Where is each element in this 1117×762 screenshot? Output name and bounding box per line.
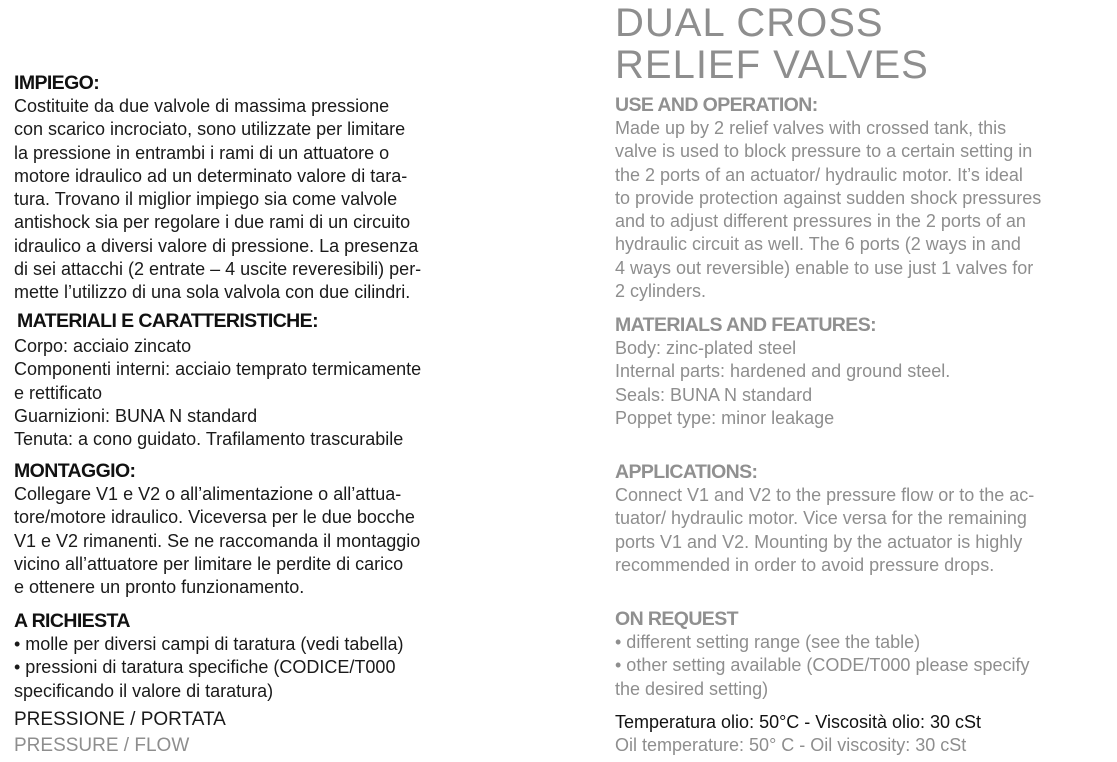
impiego-section bbox=[14, 72, 484, 305]
montaggio-line: vicino all’attuatore per limitare le perdite di carico bbox=[14, 553, 404, 574]
materials-section bbox=[615, 314, 1105, 430]
product-title bbox=[615, 2, 1105, 86]
impiego-heading: IMPIEGO: bbox=[14, 72, 100, 94]
materiali-line: Componenti interni: acciaio temprato termicamente bbox=[14, 359, 422, 380]
pressione-portata-label: PRESSIONE / PORTATA bbox=[14, 709, 226, 730]
use-line: Made up by 2 relief valves with crossed tank, this bbox=[615, 118, 1007, 138]
materiali-line: Tenuta: a cono guidato. Trafilamento trascurabile bbox=[14, 429, 404, 450]
materiali-line: Guarnizioni: BUNA N standard bbox=[14, 405, 258, 426]
materials-heading: MATERIALS AND FEATURES: bbox=[615, 314, 876, 336]
temperature-italian: Temperatura olio: 50°C - Viscosità olio: 30 cSt bbox=[615, 712, 982, 732]
title-line-2: RELIEF VALVES bbox=[615, 43, 929, 87]
impiego-line: la pressione in entrambi i rami di un attuatore o bbox=[14, 142, 390, 163]
montaggio-heading: MONTAGGIO: bbox=[14, 460, 136, 482]
use-heading: USE AND OPERATION: bbox=[615, 94, 818, 116]
materials-line: Poppet type: minor leakage bbox=[615, 407, 835, 428]
applications-line: recommended in order to avoid pressure drops. bbox=[615, 554, 995, 575]
use-line: to provide protection against sudden shock pressures bbox=[615, 187, 1042, 208]
use-line: the 2 ports of an actuator/ hydraulic motor. It’s ideal bbox=[615, 164, 1023, 185]
richiesta-section bbox=[14, 610, 484, 703]
impiego-line: di sei attacchi (2 entrate – 4 uscite reveresibili) per- bbox=[14, 259, 422, 280]
montaggio-line: Collegare V1 e V2 o all’alimentazione o all’attua- bbox=[14, 484, 402, 504]
on-request-line: the desired setting) bbox=[615, 678, 769, 699]
pressure-flow-label: PRESSURE / FLOW bbox=[14, 735, 190, 756]
impiego-line: tura. Trovano il miglior impiego sia come valvole bbox=[14, 189, 398, 210]
richiesta-line: specificando il valore di taratura) bbox=[14, 680, 274, 701]
montaggio-line: tore/motore idraulico. Viceversa per le due bocche bbox=[14, 507, 415, 528]
applications-section bbox=[615, 461, 1105, 577]
temperature-english: Oil temperature: 50° C - Oil viscosity: 30 cSt bbox=[615, 735, 967, 755]
title-line-1: DUAL CROSS bbox=[615, 1, 884, 45]
materials-line: Internal parts: hardened and ground steel. bbox=[615, 361, 951, 382]
on-request-line: • different setting range (see the table) bbox=[615, 632, 921, 652]
impiego-line: idraulico a diversi valore di pressione. La presenza bbox=[14, 235, 419, 256]
use-line: hydraulic circuit as well. The 6 ports (2 ways in and bbox=[615, 234, 1021, 255]
temperature-section bbox=[615, 711, 1105, 757]
use-line: 4 ways out reversible) enable to use just 1 valves for bbox=[615, 257, 1034, 278]
pressure-flow-labels bbox=[14, 707, 484, 759]
impiego-line: mette l’utilizzo di una sola valvola con due cilindri. bbox=[14, 282, 411, 303]
applications-line: ports V1 and V2. Mounting by the actuator is highly bbox=[615, 531, 1023, 552]
materials-line: Body: zinc-plated steel bbox=[615, 338, 797, 358]
richiesta-heading: A RICHIESTA bbox=[14, 610, 130, 632]
materiali-section bbox=[17, 310, 487, 333]
impiego-line: antishock sia per regolare i due rami di un circuito bbox=[14, 212, 411, 233]
richiesta-line: • pressioni di taratura specifiche (CODICE/T000 bbox=[14, 657, 396, 678]
on-request-section bbox=[615, 608, 1105, 701]
applications-heading: APPLICATIONS: bbox=[615, 461, 758, 483]
materiali-heading: MATERIALI E CARATTERISTICHE: bbox=[17, 310, 318, 332]
on-request-heading: ON REQUEST bbox=[615, 608, 738, 630]
materials-line: Seals: BUNA N standard bbox=[615, 384, 813, 405]
use-section bbox=[615, 94, 1105, 303]
on-request-line: • other setting available (CODE/T000 please specify bbox=[615, 655, 1030, 676]
materiali-line: Corpo: acciaio zincato bbox=[14, 336, 192, 356]
applications-line: Connect V1 and V2 to the pressure flow or to the ac- bbox=[615, 485, 1035, 505]
materiali-lines bbox=[14, 335, 484, 451]
montaggio-line: V1 e V2 rimanenti. Se ne raccomanda il montaggio bbox=[14, 530, 421, 551]
impiego-line: con scarico incrociato, sono utilizzate per limitare bbox=[14, 119, 406, 140]
richiesta-line: • molle per diversi campi di taratura (vedi tabella) bbox=[14, 634, 404, 654]
montaggio-line: e ottenere un pronto funzionamento. bbox=[14, 577, 305, 598]
materiali-line: e rettificato bbox=[14, 382, 103, 403]
use-line: valve is used to block pressure to a certain setting in bbox=[615, 141, 1033, 162]
montaggio-section bbox=[14, 460, 484, 599]
applications-line: tuator/ hydraulic motor. Vice versa for the remaining bbox=[615, 508, 1027, 529]
use-line: and to adjust different pressures in the 2 ports of an bbox=[615, 211, 1026, 232]
use-line: 2 cylinders. bbox=[615, 281, 707, 302]
impiego-line: motore idraulico ad un determinato valore di tara- bbox=[14, 165, 408, 186]
impiego-line: Costituite da due valvole di massima pressione bbox=[14, 96, 390, 116]
